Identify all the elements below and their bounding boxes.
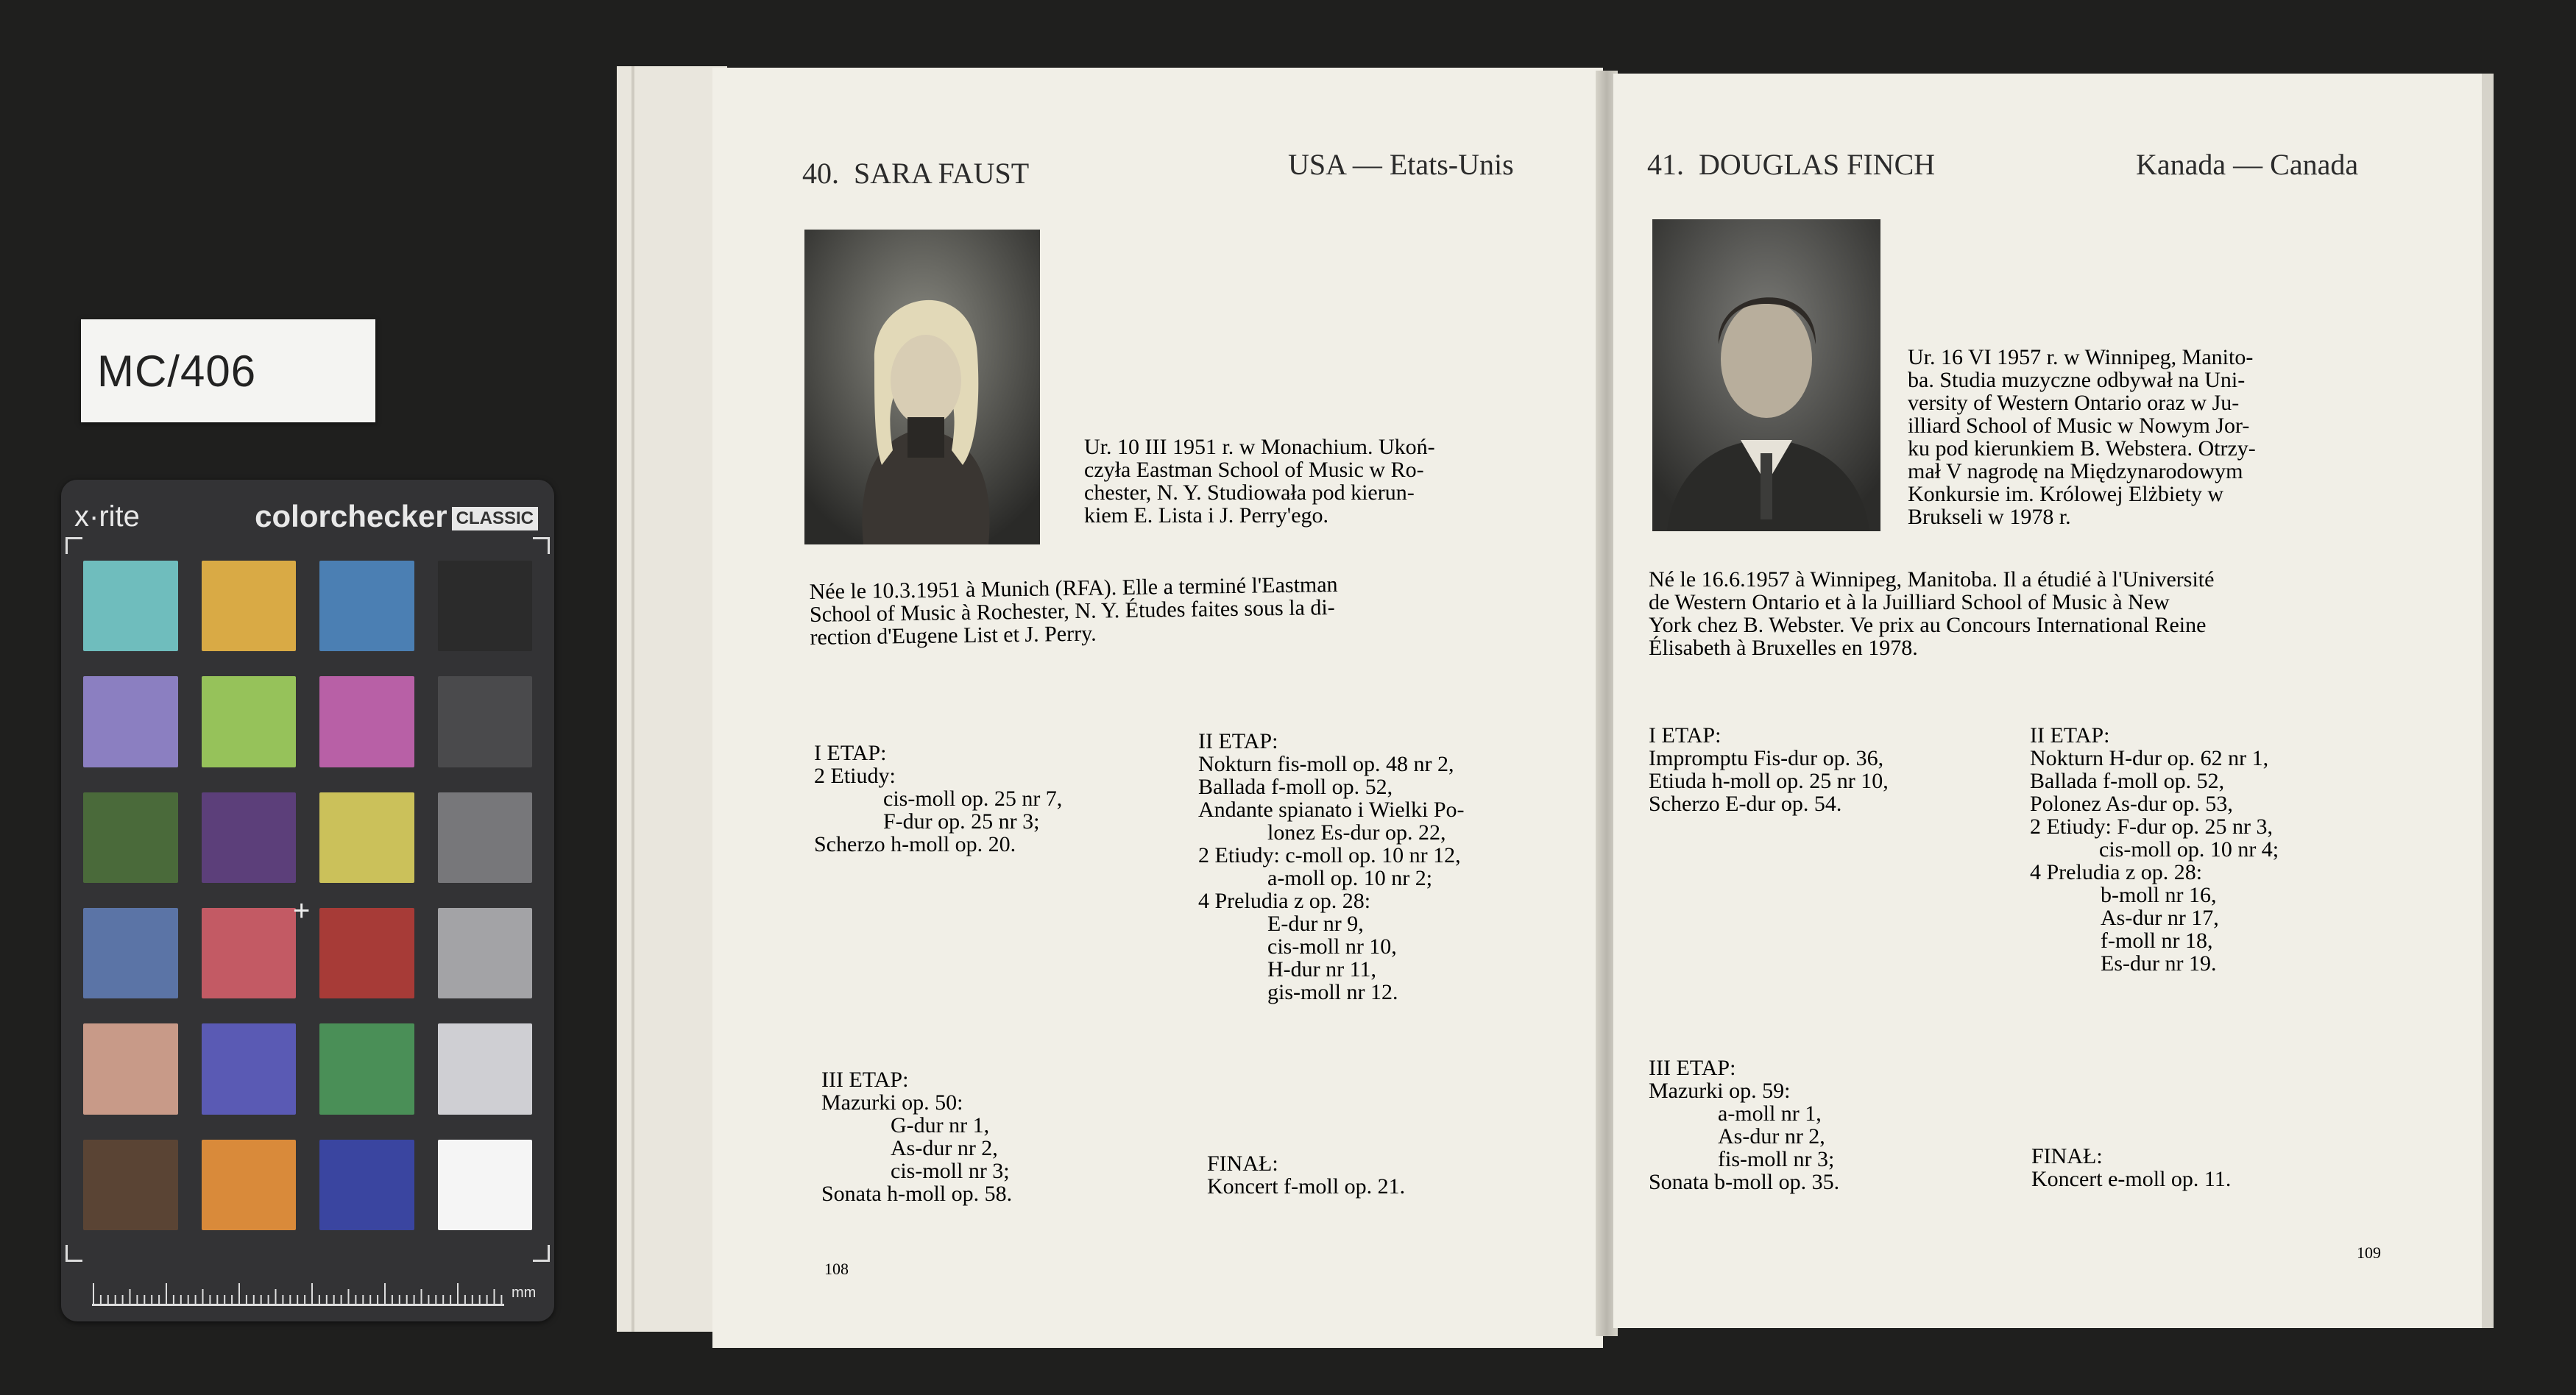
left-page bbox=[712, 68, 1603, 1348]
stage-title: I ETAP: bbox=[814, 741, 887, 765]
corner-mark bbox=[66, 537, 82, 554]
ruler-scale bbox=[92, 1283, 504, 1306]
archive-label-text: MC/406 bbox=[97, 346, 257, 396]
stage-title: FINAŁ: bbox=[1207, 1151, 1278, 1176]
color-swatch bbox=[438, 676, 533, 767]
ruler-unit: mm bbox=[512, 1285, 537, 1301]
portrait-photo bbox=[1652, 219, 1880, 531]
bio-polish: Ur. 10 III 1951 r. w Monachium. Ukoń- czyła Eastman School of Music w Ro- chester, N. Y. Studiowała pod kierun- kiem E. Lista i J. Perry'ego. bbox=[1084, 435, 1435, 528]
color-swatch bbox=[319, 561, 414, 651]
color-swatch bbox=[319, 1140, 414, 1230]
classic-badge: CLASSIC bbox=[452, 507, 538, 530]
page-number: 108 bbox=[824, 1260, 849, 1278]
stage-title: II ETAP: bbox=[1198, 729, 1278, 753]
archive-label bbox=[81, 319, 375, 422]
bio-french: Née le 10.3.1951 à Munich (RFA). Elle a terminé l'Eastman School of Music à Rochester, N. Y. Études faites sous la di- rection d'Eugene List et J. Perry. bbox=[809, 572, 1338, 650]
stage-2: II ETAP: Nokturn H-dur op. 62 nr 1, Ballada f-moll op. 52, Polonez As-dur op. 53, 2 Etiudy: F-dur op. 25 nr 3, cis-moll op. 10 nr 4; 4 Preludia z op. 28: b-moll nr 16, As-dur nr 17, f-moll nr 18, Es-dur nr 19. bbox=[2030, 723, 2279, 976]
stage-title: III ETAP: bbox=[1649, 1056, 1736, 1080]
color-swatch bbox=[438, 1023, 533, 1114]
crosshair-icon: + bbox=[293, 895, 311, 927]
stage-title: II ETAP: bbox=[2030, 723, 2110, 748]
color-swatch bbox=[202, 1023, 297, 1114]
corner-mark bbox=[533, 537, 550, 554]
color-swatch bbox=[438, 1140, 533, 1230]
stage-3: III ETAP: Mazurki op. 50: G-dur nr 1, As-dur nr 2, cis-moll nr 3; Sonata h-moll op. 58. bbox=[821, 1068, 1013, 1206]
bio-polish: Ur. 16 VI 1957 r. w Winnipeg, Manito- ba. Studia muzyczne odbywał na Uni- versity of Western Ontario oraz w Ju- illiard School of Music w Nowym Jor- ku pod kierunkiem B. Webstera. Otrzy- mał V nagrodę na Międzynarodowym Konkursie im. Królowej Elżbiety w Brukseli w 1978 r. bbox=[1908, 345, 2256, 529]
color-swatch bbox=[202, 561, 297, 651]
stage-3: III ETAP: Mazurki op. 59: a-moll nr 1, As-dur nr 2, fis-moll nr 3; Sonata b-moll op. 35. bbox=[1649, 1056, 1840, 1194]
stage-title: III ETAP: bbox=[821, 1068, 909, 1092]
page-number: 109 bbox=[2357, 1243, 2381, 1262]
stage-1: I ETAP: Impromptu Fis-dur op. 36, Etiuda h-moll op. 25 nr 10, Scherzo E-dur op. 54. bbox=[1649, 723, 1889, 816]
color-swatch bbox=[319, 792, 414, 883]
stage-2: II ETAP: Nokturn fis-moll op. 48 nr 2, Ballada f-moll op. 52, Andante spianato i Wielki Po- lonez Es-dur op. 22, 2 Etiudy: c-moll op. 10 nr 12, a-moll op. 10 nr 2; 4 Preludia z op. 28: E-dur nr 9, cis-moll nr 10, H-dur nr 11, gis-moll nr 12. bbox=[1198, 729, 1465, 1004]
entry-name: SARA FAUST bbox=[854, 157, 1030, 190]
corner-mark bbox=[533, 1245, 550, 1262]
color-swatch bbox=[438, 792, 533, 883]
color-swatch bbox=[83, 676, 178, 767]
color-swatch bbox=[438, 908, 533, 998]
entry-heading bbox=[802, 156, 1029, 191]
right-page bbox=[1613, 74, 2483, 1328]
color-swatch bbox=[202, 908, 297, 998]
stage-title: I ETAP: bbox=[1649, 723, 1722, 748]
color-swatch bbox=[83, 1023, 178, 1114]
color-swatch bbox=[319, 676, 414, 767]
color-swatch bbox=[319, 908, 414, 998]
color-swatch bbox=[202, 676, 297, 767]
entry-heading bbox=[1647, 147, 1935, 182]
color-swatch bbox=[83, 792, 178, 883]
color-swatch bbox=[202, 1140, 297, 1230]
stage-title: FINAŁ: bbox=[2031, 1144, 2103, 1168]
bio-french: Né le 16.6.1957 à Winnipeg, Manitoba. Il a étudié à l'Université de Western Ontario et à la Juilliard School of Music à New York chez B. Webster. Ve prix au Concours International Reine Élisabeth à Bruxelles en 1978. bbox=[1649, 567, 2215, 660]
entry-number: 40. bbox=[802, 157, 839, 190]
colorchecker-logo: colorchecker CLASSIC bbox=[255, 499, 538, 534]
color-swatch bbox=[83, 1140, 178, 1230]
stage-final: FINAŁ: Koncert f-moll op. 21. bbox=[1207, 1151, 1406, 1199]
color-swatch bbox=[83, 908, 178, 998]
color-checker-card bbox=[61, 480, 554, 1321]
entry-number: 41. bbox=[1647, 148, 1684, 181]
corner-mark bbox=[66, 1245, 82, 1262]
entry-country: Kanada — Canada bbox=[2136, 148, 2359, 181]
xrite-logo: x·rite bbox=[74, 500, 140, 533]
color-swatch bbox=[438, 561, 533, 651]
entry-name: DOUGLAS FINCH bbox=[1699, 148, 1936, 181]
color-swatch bbox=[83, 561, 178, 651]
book-page-edges bbox=[617, 66, 727, 1332]
entry-country: USA — Etats-Unis bbox=[1288, 148, 1514, 181]
portrait-photo bbox=[804, 230, 1040, 544]
color-swatch bbox=[319, 1023, 414, 1114]
book-page-edges bbox=[2482, 74, 2494, 1328]
stage-1: I ETAP: 2 Etiudy: cis-moll op. 25 nr 7, F-dur op. 25 nr 3; Scherzo h-moll op. 20. bbox=[814, 741, 1063, 856]
stage-final: FINAŁ: Koncert e-moll op. 11. bbox=[2031, 1144, 2232, 1191]
color-swatch bbox=[202, 792, 297, 883]
